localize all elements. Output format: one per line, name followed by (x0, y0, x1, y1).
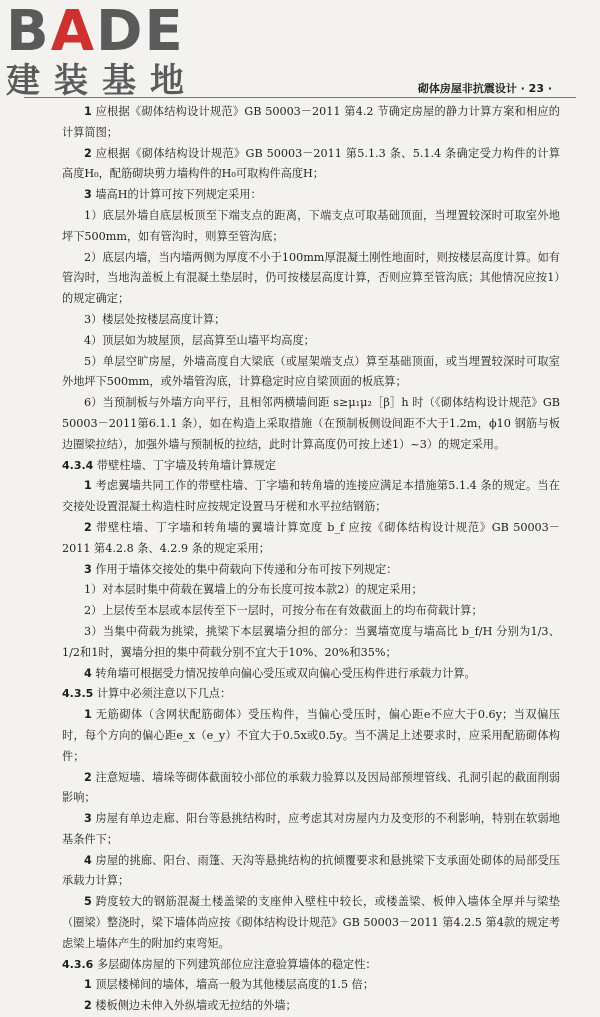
clause-number: 3 (84, 562, 92, 576)
publisher-logo (6, 0, 198, 101)
clause-text: 3）当集中荷载为挑梁，挑梁下本层翼墙分担的部分：当翼墙宽度与墙高比 b_f/H 分别为1/3、1/2和1时，翼墙分担的集中荷载分别不宜大于10%、20%和35%； (62, 624, 560, 659)
body-text (62, 102, 560, 1017)
clause-text: 2）上层传至本层或本层传至下一层时，可按分布在有效截面上的均布荷载计算； (84, 604, 483, 618)
clause-text: 带壁柱墙、丁字墙及转角墙计算规定 (96, 458, 276, 472)
section-heading (62, 955, 560, 976)
clause-paragraph (62, 705, 560, 767)
clause-number: 1 (84, 978, 92, 992)
clause-text: 2）底层内墙，当内墙两侧为厚度不小于100mm厚混凝土刚性地面时，则按楼层高度计算。如有管沟时，当地沟盖板上有混凝土垫层时，仍可按楼层高度计算，否则应算至管沟底；其他情况应按1）的规定确定； (62, 250, 560, 306)
clause-text: 应根据《砌体结构设计规范》GB 50003－2011 第4.2 节确定房屋的静力计算方案和相应的计算简图； (62, 105, 560, 139)
clause-paragraph (62, 975, 560, 996)
clause-paragraph (62, 393, 560, 455)
clause-paragraph (62, 248, 560, 310)
clause-text: 1）对本层时集中荷载在翼墙上的分布长度可按本款2）的规定采用； (84, 583, 423, 597)
clause-paragraph (62, 206, 560, 248)
section-number: 4.3.6 (62, 957, 94, 971)
clause-text: 6）当预制板与外墙方向平行，且相邻两横墙间距 s≥μ₁μ₂［β］h 时（《砌体结构设计规范》GB 50003－2011第6.1.1 条），如在构造上采取措施（在预制板侧设间距不大于1.2m，ϕ10 钢筋与板边圈梁拉结），加强外墙与预制板的拉结，此时计算高度仍可按上述1）~3）的规定采用。 (62, 396, 560, 451)
clause-number: 3 (84, 188, 92, 202)
clause-paragraph (62, 809, 560, 851)
clause-text: 无筋砌体（含网状配筋砌体）受压构件，当偏心受压时，偏心距e不应大于0.6y；当双偏压时，每个方向的偏心距e_x（e_y）不宜大于0.5x或0.5y。当不满足上述要求时，应采用配筋砌体构件； (62, 708, 560, 763)
clause-text: 楼板侧边未伸入外纵墙或无拉结的外墙； (95, 999, 297, 1013)
clause-number: 4 (84, 666, 92, 680)
clause-text: 作用于墙体交接处的集中荷载向下传递和分布可按下列规定： (95, 562, 398, 576)
logo-wordmark: BADE (6, 0, 185, 64)
logo-subtitle: 建装基地 (6, 61, 198, 101)
clause-number: 2 (84, 520, 92, 534)
clause-paragraph (62, 560, 560, 581)
clause-text: 3）楼层处按楼层高度计算； (84, 312, 226, 326)
clause-paragraph (62, 102, 560, 144)
clause-paragraph (62, 892, 560, 954)
clause-text: 应根据《砌体结构设计规范》GB 50003－2011 第5.1.3 条、5.1.4 条确定受力构件的计算高度H₀，配筋砌块剪力墙构件的H₀可取构件高度H； (62, 146, 560, 181)
clause-text: 房屋的挑廊、阳台、雨篷、天沟等悬挑结构的抗倾覆要求和悬挑梁下支承面处砌体的局部受压承载力计算； (62, 853, 560, 888)
clause-number: 4 (84, 853, 92, 867)
clause-number: 3 (84, 812, 92, 826)
clause-number: 2 (84, 146, 92, 160)
clause-paragraph (62, 310, 560, 331)
clause-paragraph (62, 851, 560, 893)
clause-number: 1 (84, 708, 92, 722)
clause-text: 墙高H的计算可按下列规定采用： (95, 188, 262, 202)
clause-text: 计算中必须注意以下几点： (96, 687, 232, 701)
clause-number: 2 (84, 999, 92, 1013)
clause-paragraph (62, 601, 560, 622)
section-heading (62, 456, 560, 477)
clause-paragraph (62, 768, 560, 810)
clause-text: 带壁柱墙、丁字墙和转角墙的翼墙计算宽度 b_f 应按《砌体结构设计规范》GB 50003－2011 第4.2.8 条、4.2.9 条的规定采用； (62, 520, 560, 555)
section-number: 4.3.4 (62, 458, 94, 472)
clause-paragraph (62, 518, 560, 560)
section-heading (62, 684, 560, 705)
clause-number: 2 (84, 770, 92, 784)
clause-paragraph (62, 996, 560, 1017)
clause-text: 转角墙可根据受力情况按单向偏心受压或双向偏心受压构件进行承载力计算。 (95, 666, 476, 680)
clause-paragraph (62, 622, 560, 664)
clause-number: 5 (84, 895, 92, 909)
clause-number: 1 (84, 105, 92, 118)
clause-text: 房屋有单边走廊、阳台等悬挑结构时，应考虑其对房屋内力及变形的不利影响，特别在软弱地基条件下； (62, 812, 560, 846)
clause-paragraph (62, 331, 560, 352)
clause-paragraph (62, 144, 560, 186)
clause-text: 考虑翼墙共同工作的带壁柱墙、丁字墙和转角墙的连接应满足本措施第5.1.4 条的规定。当在交接处设置混凝土构造柱时应按规定设置马牙槎和水平拉结钢筋； (62, 479, 560, 514)
clause-text: 多层砌体房屋的下列建筑部位应注意验算墙体的稳定性： (96, 957, 377, 971)
clause-paragraph (62, 352, 560, 394)
running-header: 砌体房屋非抗震设计 · 23 · (417, 82, 552, 95)
clause-text: 顶层楼梯间的墙体，墙高一般为其他楼层高度的1.5 倍； (95, 978, 375, 992)
clause-paragraph (62, 476, 560, 518)
clause-paragraph (62, 580, 560, 601)
clause-text: 1）底层外墙自底层板顶至下端支点的距离，下端支点可取基础顶面，当埋置较深时可取室外地坪下500mm，如有管沟时，则算至管沟底； (62, 208, 560, 243)
section-number: 4.3.5 (62, 687, 94, 701)
clause-paragraph (62, 185, 560, 206)
clause-number: 1 (84, 479, 92, 493)
clause-text: 4）顶层如为坡屋顶，层高算至山墙平均高度； (84, 333, 315, 347)
clause-paragraph (62, 664, 560, 685)
clause-text: 5）单层空旷房屋，外墙高度自大梁底（或屋架端支点）算至基础顶面，或当埋置较深时可取室外地坪下500mm，或外墙管沟底，计算稳定时应自梁顶面的板底算； (62, 354, 560, 389)
clause-text: 跨度较大的钢筋混凝土楼盖梁的支座伸入壁柱中较长，或楼盖梁、板伸入墙体全厚并与梁垫（圈梁）整浇时，梁下墙体尚应按《砌体结构设计规范》GB 50003－2011 第4.2.5 第4款的规定考虑梁上墙体产生的附加约束弯矩。 (62, 895, 560, 950)
header-rule (24, 97, 576, 98)
clause-text: 注意短墙、墙垛等砌体截面较小部位的承载力验算以及因局部预埋管线、孔洞引起的截面削弱影响； (62, 770, 560, 805)
